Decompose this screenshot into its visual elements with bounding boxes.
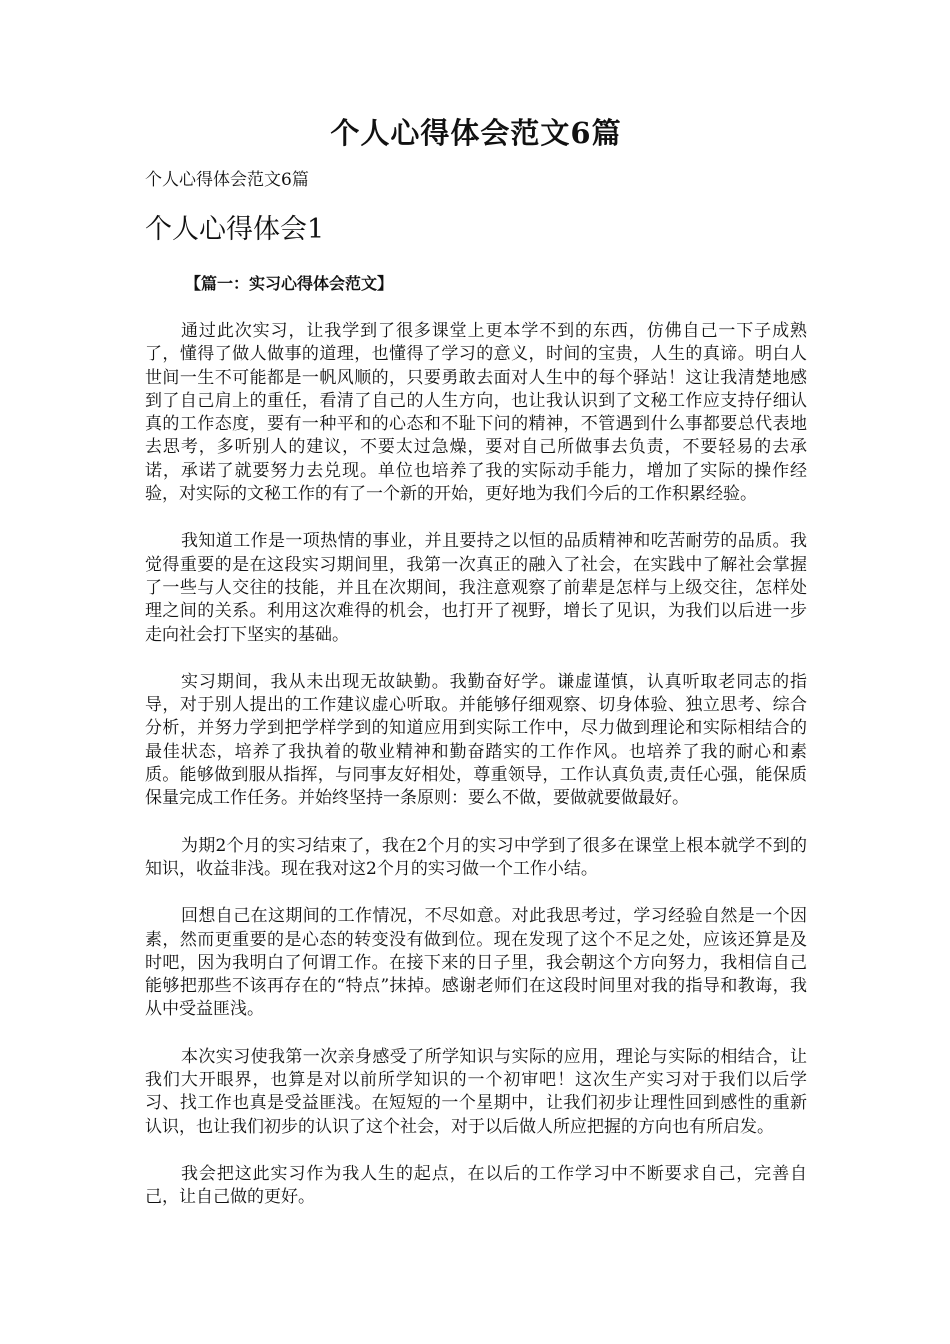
paragraph-3: 实习期间，我从未出现无故缺勤。我勤奋好学。谦虚谨慎，认真听取老同志的指导，对于别人提出的工作建议虚心听取。并能够仔细观察、切身体验、独立思考、综合分析，并努力学到把学样学到的知道应用到实际工作中，尽力做到理论和实际相结合的最佳状态，培养了我执着的敬业精神和勤奋踏实的工作作风。也培养了我的耐心和素质。能够做到服从指挥，与同事友好相处，尊重领导，工作认真负责,责任心强，能保质保量完成工作任务。并始终坚持一条原则：要么不做，要做就要做最好。 xyxy=(145,671,807,809)
document-subtitle: 个人心得体会范文6篇 xyxy=(145,170,309,190)
paragraph-7: 我会把这此实习作为我人生的起点，在以后的工作学习中不断要求自己，完善自己，让自己做的更好。 xyxy=(145,1163,807,1208)
document-title: 个人心得体会范文6篇 xyxy=(330,116,622,150)
paragraph-1: 通过此次实习，让我学到了很多课堂上更本学不到的东西，仿佛自己一下子成熟了，懂得了做人做事的道理，也懂得了学习的意义，时间的宝贵，人生的真谛。明白人世间一生不可能都是一帆风顺的，只要勇敢去面对人生中的每个驿站！这让我清楚地感到了自己肩上的重任，看清了自己的人生方向，也让我认识到了文秘工作应支持仔细认真的工作态度，要有一种平和的心态和不耻下问的精神，不管遇到什么事都要总代表地去思考，多听别人的建议，不要太过急燥，要对自己所做事去负责，不要轻易的去承诺，承诺了就要努力去兑现。单位也培养了我的实际动手能力，增加了实际的操作经验，对实际的文秘工作的有了一个新的开始，更好地为我们今后的工作积累经验。 xyxy=(145,321,807,505)
paragraph-6: 本次实习使我第一次亲身感受了所学知识与实际的应用，理论与实际的相结合，让我们大开眼界，也算是对以前所学知识的一个初审吧！这次生产实习对于我们以后学习、找工作也真是受益匪浅。在短短的一个星期中，让我们初步让理性回到感性的重新认识，也让我们初步的认识了这个社会，对于以后做人所应把握的方向也有所启发。 xyxy=(145,1046,807,1137)
section-heading: 个人心得体会1 xyxy=(145,214,325,245)
paragraph-5: 回想自己在这期间的工作情况，不尽如意。对此我思考过，学习经验自然是一个因素，然而更重要的是心态的转变没有做到位。现在发现了这个不足之处，应该还算是及时吧，因为我明白了何谓工作。在接下来的日子里，我会朝这个方向努力，我相信自己能够把那些不该再存在的“特点”抹掉。感谢老师们在这段时间里对我的指导和教诲，我从中受益匪浅。 xyxy=(145,906,807,1020)
part-heading: 【篇一：实习心得体会范文】 xyxy=(185,274,394,293)
paragraph-2: 我知道工作是一项热情的事业，并且要持之以恒的品质精神和吃苦耐劳的品质。我觉得重要的是在这段实习期间里，我第一次真正的融入了社会，在实践中了解社会掌握了一些与人交往的技能，并且在次期间，我注意观察了前辈是怎样与上级交往，怎样处理之间的关系。利用这次难得的机会，也打开了视野，增长了见识，为我们以后进一步走向社会打下坚实的基础。 xyxy=(145,531,807,645)
paragraph-4: 为期2个月的实习结束了，我在2个月的实习中学到了很多在课堂上根本就学不到的知识，收益非浅。现在我对这2个月的实习做一个工作小结。 xyxy=(145,835,807,879)
